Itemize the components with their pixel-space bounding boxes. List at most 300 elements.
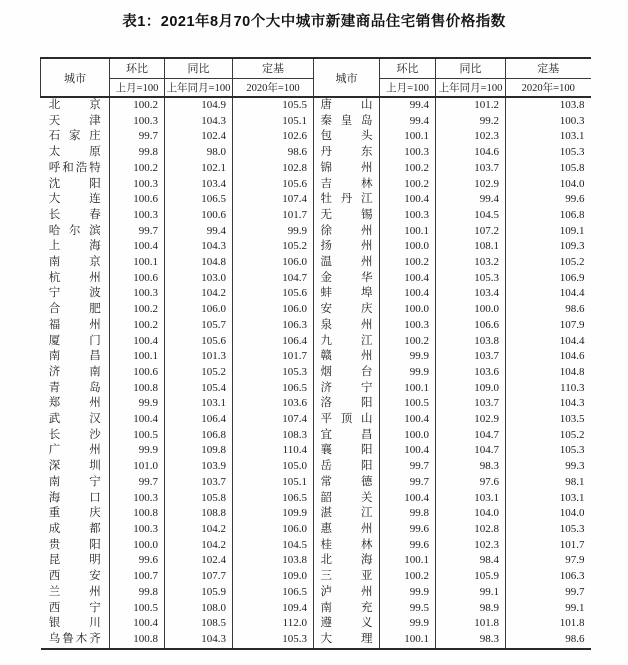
header-fixedbase-right: 定基 [506, 58, 591, 78]
city-name: 长春 [48, 208, 101, 221]
index-value-cell: 102.1 [165, 161, 233, 177]
index-value-cell: 107.4 [233, 192, 314, 208]
table-row [41, 286, 591, 302]
table-row [41, 365, 591, 381]
table-title: 表1：2021年8月70个大中城市新建商品住宅销售价格指数 [122, 14, 506, 30]
index-value-cell: 98.0 [165, 145, 233, 161]
city-name: 三亚 [320, 570, 373, 583]
index-value-cell: 103.4 [165, 177, 233, 193]
city-cell [41, 224, 110, 240]
table-row [41, 349, 591, 365]
city-name: 宜昌 [320, 428, 373, 441]
index-value-cell: 100.8 [110, 632, 165, 649]
city-name: 北海 [320, 554, 373, 567]
index-value-cell: 100.0 [110, 538, 165, 554]
city-name: 吉林 [320, 177, 373, 190]
index-value-cell: 100.5 [110, 428, 165, 444]
index-value-cell: 99.4 [380, 97, 436, 114]
table-row [41, 412, 591, 428]
index-value-cell: 109.0 [233, 569, 314, 585]
index-value-cell: 99.9 [380, 349, 436, 365]
city-cell [41, 601, 110, 617]
index-value-cell: 100.1 [380, 224, 436, 240]
table-row [41, 177, 591, 193]
index-value-cell: 105.3 [559, 444, 585, 457]
city-cell [314, 396, 380, 412]
index-value-cell: 105.5 [233, 97, 314, 114]
city-cell [314, 365, 380, 381]
index-value-cell: 100.1 [380, 381, 436, 397]
index-value-cell: 104.3 [165, 239, 233, 255]
index-value-cell: 100.0 [380, 239, 436, 255]
city-name: 桂林 [320, 538, 373, 551]
city-name: 丹东 [320, 146, 373, 159]
city-cell [314, 381, 380, 397]
index-value-cell: 105.4 [165, 381, 233, 397]
index-value-cell: 103.0 [165, 271, 233, 287]
city-name: 海口 [48, 491, 101, 504]
index-value-cell: 102.6 [233, 129, 314, 145]
index-value-cell: 97.9 [565, 554, 585, 567]
index-value-cell: 105.3 [436, 271, 506, 287]
subheader-fixed-base-right: 2020年=100 [521, 82, 575, 94]
city-cell [41, 239, 110, 255]
index-value-cell: 100.3 [380, 145, 436, 161]
city-name: 青岛 [48, 381, 101, 394]
city-cell [41, 349, 110, 365]
city-name: 大理 [320, 632, 373, 645]
city-name: 大连 [48, 193, 101, 206]
index-value-cell: 98.1 [565, 475, 585, 488]
city-cell [41, 255, 110, 271]
city-cell [314, 349, 380, 365]
index-value-cell: 98.6 [233, 145, 314, 161]
city-cell [41, 506, 110, 522]
index-value-cell: 104.6 [559, 350, 585, 363]
city-name: 南宁 [48, 475, 101, 488]
index-value-cell: 105.3 [559, 522, 585, 535]
city-cell [41, 459, 110, 475]
index-value-cell: 100.6 [110, 271, 165, 287]
table-row [41, 553, 591, 569]
index-value-cell: 100.3 [110, 177, 165, 193]
city-cell [41, 585, 110, 601]
city-cell [41, 145, 110, 161]
index-value-cell: 100.2 [110, 318, 165, 334]
index-value-cell: 107.2 [436, 224, 506, 240]
subheader-yoy-base-right: 上年同月=100 [436, 78, 506, 97]
city-name: 宁波 [48, 287, 101, 300]
index-value-cell: 104.2 [165, 286, 233, 302]
index-value-cell: 106.0 [233, 522, 314, 538]
index-value-cell: 105.0 [233, 459, 314, 475]
index-value-cell: 112.0 [233, 616, 314, 632]
index-value-cell: 100.3 [559, 114, 585, 127]
city-cell [314, 302, 380, 318]
index-value-cell: 99.6 [380, 522, 436, 538]
table-row [41, 318, 591, 334]
index-value-cell: 107.7 [165, 569, 233, 585]
city-name: 西安 [48, 570, 101, 583]
index-value-cell: 103.2 [436, 255, 506, 271]
index-value-cell: 103.7 [436, 396, 506, 412]
header-yoy-right: 同比 [436, 58, 506, 78]
table-row [41, 224, 591, 240]
index-value-cell: 99.9 [380, 365, 436, 381]
city-name: 呼和浩特 [48, 161, 101, 174]
index-value-cell: 99.9 [380, 616, 436, 632]
index-value-cell: 104.5 [233, 538, 314, 554]
index-value-cell: 103.8 [559, 99, 585, 111]
city-name: 哈尔滨 [48, 224, 101, 237]
city-name: 锦州 [320, 161, 373, 174]
index-value-cell: 100.4 [110, 334, 165, 350]
index-value-cell: 105.2 [559, 428, 585, 441]
table-row [41, 632, 591, 649]
index-value-cell: 109.9 [233, 506, 314, 522]
table-body [41, 97, 591, 649]
index-value-cell: 104.7 [436, 443, 506, 459]
index-value-cell: 98.3 [436, 632, 506, 649]
index-value-cell: 103.7 [436, 161, 506, 177]
index-value-cell: 106.5 [233, 381, 314, 397]
city-name: 银川 [48, 617, 101, 630]
index-value-cell: 105.8 [559, 161, 585, 174]
city-cell [314, 601, 380, 617]
index-value-cell: 99.8 [380, 506, 436, 522]
index-value-cell: 104.2 [165, 522, 233, 538]
index-value-cell: 103.5 [559, 413, 585, 426]
index-value-cell: 99.8 [110, 585, 165, 601]
index-value-cell: 108.8 [165, 506, 233, 522]
table-row [41, 569, 591, 585]
index-value-cell: 99.6 [380, 538, 436, 554]
city-cell [314, 161, 380, 177]
city-name: 广州 [48, 444, 101, 457]
price-index-table [40, 57, 591, 650]
index-value-cell: 103.7 [165, 475, 233, 491]
index-value-cell: 109.0 [436, 381, 506, 397]
index-value-cell: 105.6 [233, 286, 314, 302]
city-cell [314, 192, 380, 208]
city-cell [41, 522, 110, 538]
header-city-left: 城市 [41, 58, 110, 97]
city-name: 唐山 [320, 99, 373, 111]
city-name: 深圳 [48, 460, 101, 473]
index-value-cell: 99.6 [110, 553, 165, 569]
index-value-cell: 100.2 [380, 569, 436, 585]
city-cell [41, 302, 110, 318]
index-value-cell: 98.4 [436, 553, 506, 569]
city-name: 南充 [320, 601, 373, 614]
city-cell [41, 396, 110, 412]
index-value-cell: 100.3 [380, 208, 436, 224]
city-cell [41, 475, 110, 491]
index-value-cell: 103.8 [436, 334, 506, 350]
index-value-cell: 100.4 [380, 286, 436, 302]
header-mom-left: 环比 [110, 58, 165, 78]
index-value-cell: 101.8 [559, 617, 585, 630]
index-value-cell: 101.7 [559, 538, 585, 551]
index-value-cell: 99.9 [110, 396, 165, 412]
city-name: 济南 [48, 365, 101, 378]
table-row [41, 129, 591, 145]
city-cell [41, 97, 110, 114]
city-cell [314, 177, 380, 193]
city-name: 厦门 [48, 334, 101, 347]
index-value-cell: 100.3 [110, 114, 165, 130]
city-name: 昆明 [48, 554, 101, 567]
city-name: 湛江 [320, 507, 373, 520]
city-name: 平顶山 [320, 413, 373, 426]
city-name: 杭州 [48, 271, 101, 284]
index-value-cell: 105.2 [233, 239, 314, 255]
subheader-yoy-base-left: 上年同月=100 [165, 78, 233, 97]
index-value-cell: 106.4 [233, 334, 314, 350]
city-cell [314, 129, 380, 145]
index-value-cell: 108.0 [165, 601, 233, 617]
table-row [41, 601, 591, 617]
index-value-cell: 105.3 [559, 146, 585, 159]
index-value-cell: 99.6 [565, 193, 585, 206]
city-cell [314, 569, 380, 585]
index-value-cell: 100.1 [380, 129, 436, 145]
index-value-cell: 100.3 [110, 286, 165, 302]
table-row [41, 506, 591, 522]
index-value-cell: 100.2 [380, 161, 436, 177]
city-name: 武汉 [48, 413, 101, 426]
index-value-cell: 99.7 [110, 475, 165, 491]
index-value-cell: 100.2 [380, 334, 436, 350]
city-cell [41, 553, 110, 569]
index-value-cell: 100.3 [110, 491, 165, 507]
index-value-cell: 102.9 [436, 177, 506, 193]
index-value-cell: 100.8 [110, 506, 165, 522]
city-cell [41, 412, 110, 428]
index-value-cell: 104.5 [436, 208, 506, 224]
index-value-cell: 99.9 [233, 224, 314, 240]
table-row [41, 255, 591, 271]
index-value-cell: 99.9 [380, 585, 436, 601]
city-name: 常德 [320, 475, 373, 488]
index-value-cell: 109.4 [233, 601, 314, 617]
city-name: 徐州 [320, 224, 373, 237]
index-value-cell: 100.7 [110, 569, 165, 585]
city-name: 金华 [320, 271, 373, 284]
index-value-cell: 103.9 [165, 459, 233, 475]
header-city-right: 城市 [314, 58, 380, 97]
city-name: 福州 [48, 318, 101, 331]
index-value-cell: 99.1 [436, 585, 506, 601]
index-value-cell: 104.6 [436, 145, 506, 161]
city-name: 南昌 [48, 350, 101, 363]
index-value-cell: 103.7 [436, 349, 506, 365]
city-cell [41, 208, 110, 224]
city-cell [314, 286, 380, 302]
city-cell [314, 145, 380, 161]
table-row [41, 145, 591, 161]
index-value-cell: 108.1 [436, 239, 506, 255]
header-mom-right: 环比 [380, 58, 436, 78]
index-value-cell: 108.5 [165, 616, 233, 632]
city-name: 天津 [48, 114, 101, 127]
index-value-cell: 100.8 [110, 381, 165, 397]
index-value-cell: 100.2 [110, 161, 165, 177]
city-cell [314, 491, 380, 507]
index-value-cell: 99.7 [565, 585, 585, 598]
city-cell [41, 114, 110, 130]
city-cell [314, 506, 380, 522]
city-cell [41, 129, 110, 145]
subheader-mom-base-right: 上月=100 [380, 78, 436, 97]
index-value-cell: 110.3 [560, 381, 585, 394]
city-name: 泉州 [320, 318, 373, 331]
index-value-cell: 105.2 [559, 256, 585, 269]
city-name: 重庆 [48, 507, 101, 520]
table-row [41, 114, 591, 130]
index-value-cell: 100.6 [165, 208, 233, 224]
city-cell [41, 632, 110, 649]
index-value-cell: 105.1 [233, 114, 314, 130]
index-value-cell: 102.8 [436, 522, 506, 538]
city-name: 遵义 [320, 617, 373, 630]
index-value-cell: 104.0 [559, 507, 585, 520]
index-value-cell: 100.4 [380, 192, 436, 208]
city-name: 成都 [48, 522, 101, 535]
city-name: 北京 [48, 99, 101, 111]
index-value-cell: 100.4 [380, 491, 436, 507]
index-value-cell: 100.4 [380, 271, 436, 287]
index-value-cell: 100.2 [380, 255, 436, 271]
index-value-cell: 106.0 [165, 302, 233, 318]
index-value-cell: 98.6 [565, 632, 585, 645]
table-row [41, 271, 591, 287]
city-name: 合肥 [48, 303, 101, 316]
table-row [41, 522, 591, 538]
city-cell [41, 428, 110, 444]
city-name: 牡丹江 [320, 193, 373, 206]
table-row [41, 302, 591, 318]
city-cell [41, 569, 110, 585]
index-value-cell: 102.9 [436, 412, 506, 428]
header-fixedbase-left: 定基 [233, 58, 314, 78]
index-value-cell: 106.8 [559, 208, 585, 221]
index-value-cell: 104.3 [559, 397, 585, 410]
index-value-cell: 109.3 [559, 240, 585, 253]
city-cell [314, 443, 380, 459]
city-cell [41, 616, 110, 632]
index-value-cell: 100.6 [110, 365, 165, 381]
index-value-cell: 105.9 [436, 569, 506, 585]
index-value-cell: 106.3 [233, 318, 314, 334]
index-value-cell: 100.4 [110, 412, 165, 428]
index-value-cell: 100.2 [110, 302, 165, 318]
index-value-cell: 104.4 [559, 334, 585, 347]
index-value-cell: 103.1 [436, 491, 506, 507]
city-name: 襄阳 [320, 444, 373, 457]
city-name: 济宁 [320, 381, 373, 394]
index-value-cell: 99.9 [110, 443, 165, 459]
index-value-cell: 101.8 [436, 616, 506, 632]
index-value-cell: 100.1 [380, 553, 436, 569]
table-row [41, 396, 591, 412]
index-value-cell: 106.0 [233, 255, 314, 271]
subheader-mom-base-left: 上月=100 [110, 78, 165, 97]
city-name: 温州 [320, 256, 373, 269]
index-value-cell: 105.1 [233, 475, 314, 491]
index-value-cell: 100.1 [380, 632, 436, 649]
index-value-cell: 99.7 [110, 224, 165, 240]
index-value-cell: 100.0 [380, 428, 436, 444]
city-cell [41, 318, 110, 334]
index-value-cell: 100.5 [380, 396, 436, 412]
index-value-cell: 104.3 [165, 632, 233, 649]
city-name: 兰州 [48, 585, 101, 598]
table-row [41, 459, 591, 475]
index-value-cell: 99.5 [380, 601, 436, 617]
index-value-cell: 105.3 [233, 632, 314, 649]
index-value-cell: 106.5 [233, 585, 314, 601]
index-value-cell: 102.3 [436, 538, 506, 554]
index-value-cell: 100.4 [380, 412, 436, 428]
index-value-cell: 109.1 [559, 224, 585, 237]
index-value-cell: 103.6 [436, 365, 506, 381]
index-value-cell: 100.3 [380, 318, 436, 334]
index-value-cell: 104.8 [559, 365, 585, 378]
index-value-cell: 106.8 [165, 428, 233, 444]
index-value-cell: 105.6 [165, 334, 233, 350]
index-value-cell: 104.0 [559, 177, 585, 190]
index-value-cell: 100.4 [110, 616, 165, 632]
index-value-cell: 105.8 [165, 491, 233, 507]
city-cell [314, 538, 380, 554]
city-name: 西宁 [48, 601, 101, 614]
index-value-cell: 105.9 [165, 585, 233, 601]
city-name: 烟台 [320, 365, 373, 378]
index-value-cell: 106.5 [165, 192, 233, 208]
index-value-cell: 106.0 [233, 302, 314, 318]
city-cell [41, 334, 110, 350]
index-value-cell: 102.4 [165, 553, 233, 569]
city-cell [41, 443, 110, 459]
city-name: 九江 [320, 334, 373, 347]
city-name: 岳阳 [320, 460, 373, 473]
index-value-cell: 106.6 [436, 318, 506, 334]
table-row [41, 208, 591, 224]
index-value-cell: 99.7 [380, 475, 436, 491]
index-value-cell: 101.0 [110, 459, 165, 475]
table-row [41, 585, 591, 601]
index-value-cell: 100.6 [110, 192, 165, 208]
city-cell [41, 271, 110, 287]
city-cell [314, 585, 380, 601]
city-cell [314, 522, 380, 538]
index-value-cell: 98.6 [565, 303, 585, 316]
table-header [41, 58, 591, 97]
city-cell [41, 491, 110, 507]
city-cell [314, 412, 380, 428]
index-value-cell: 103.1 [559, 491, 585, 504]
table-row [41, 475, 591, 491]
city-name: 安庆 [320, 303, 373, 316]
city-name: 秦皇岛 [320, 114, 373, 127]
city-cell [314, 553, 380, 569]
index-value-cell: 106.5 [233, 491, 314, 507]
index-value-cell: 104.7 [436, 428, 506, 444]
index-value-cell: 104.2 [165, 538, 233, 554]
city-name: 蚌埠 [320, 287, 373, 300]
index-value-cell: 101.7 [233, 349, 314, 365]
